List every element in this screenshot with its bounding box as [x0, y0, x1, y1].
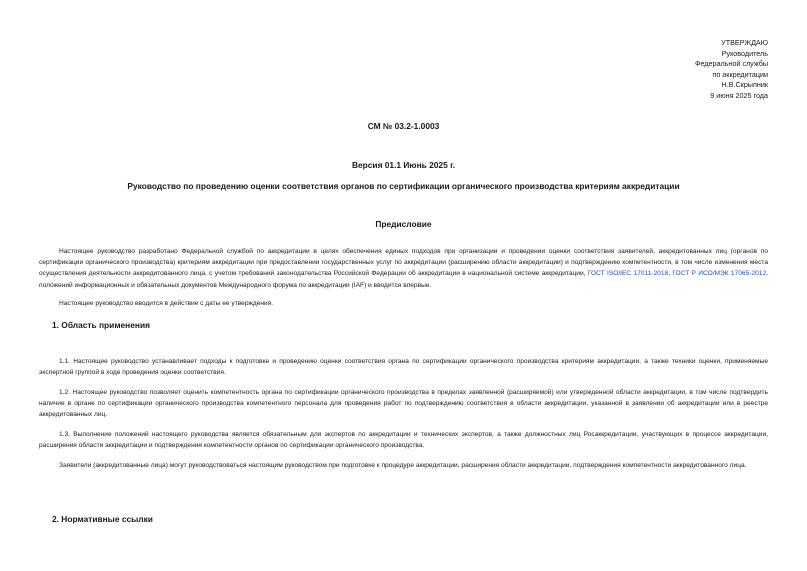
- paragraph-1-2: 1.2. Настоящее руководство позволяет оценить компетентность органа по сертификации органического производства в пределах заявленной (расширяемой) или утвержденной области аккредитации, в том числе подтвердить наличие в органе по сертификации органического производства компетентного персонала для проведения работ по подтверждению соответствия в области аккредитации, указанной в заявлении об аккредитации или в реестре аккредитованных лиц.: [39, 389, 768, 419]
- preface-paragraph: [39, 246, 768, 291]
- approval-line: Н.В.Скрыпник: [721, 80, 768, 89]
- preface-effective-paragraph: Настоящее руководство вводится в действие с даты ее утверждения.: [59, 300, 274, 307]
- approval-block: [695, 38, 768, 101]
- gost-17011-link[interactable]: ГОСТ ISO/IEC 17011-2018: [587, 270, 669, 278]
- section-2-heading: 2. Нормативные ссылки: [52, 514, 153, 524]
- preface-text: Настоящее руководство разработано Федеральной службой по аккредитации в целях обеспечения единых подходов при организации и проведении оценки соответствия заявителей, аккредитованных лиц (органов по сертификации органического производства) критериям аккредитации при предоставлении государственных услуг по аккредитации (расширению области аккредитации) и подтверждению компетентности, в том числе изменения места осуществления деятельности аккредитованного лица, с учетом требований законодательства Российской Федерации об аккредитации в национальной системе аккредитации,: [39, 248, 768, 278]
- approval-line: Федеральной службы: [694, 59, 768, 68]
- document-title: Руководство по проведению оценки соответствия органов по сертификации органического производства критериям аккредитации: [127, 181, 680, 191]
- approval-line: УТВЕРЖДАЮ: [721, 38, 768, 47]
- gost-17065-link[interactable]: ГОСТ Р ИСО/МЭК 17065-2012: [672, 270, 767, 278]
- approval-date: 9 июня 2025 года: [710, 90, 768, 100]
- preface-text-tail: , положений информационных и обязательных документов Международного форума по аккредитации (IAF) и вводится впервые.: [39, 270, 768, 289]
- approval-line: Руководитель: [721, 48, 768, 58]
- preface-heading: Предисловие: [375, 219, 432, 229]
- document-version: Версия 01.1 Июнь 2025 г.: [351, 160, 456, 170]
- link-separator: ,: [668, 270, 671, 278]
- document-number: СМ № 03.2-1.0003: [367, 121, 440, 131]
- section-1-heading: 1. Область применения: [52, 320, 150, 330]
- paragraph-applicants: Заявители (аккредитованные лица) могут руководствоваться настоящим руководством при подготовке к процедуре аккредитации, расширения области аккредитации, подтверждения компетентности аккредитованного лица.: [59, 462, 747, 469]
- paragraph-1-3: 1.3. Выполнение положений настоящего руководства является обязательным для экспертов по аккредитации и технических экспертов, а также должностных лиц Росаккредитации, участвующих в процессе аккредитации, расширения области аккредитации и подтверждения компетентности органов по сертификации органического производства.: [39, 431, 768, 450]
- paragraph-1-1: 1.1. Настоящее руководство устанавливает подходы к подготовке и проведению оценки соответствия органа по сертификации органического производства критериям аккредитации, а также техники оценки, применяемые экспертной группой в ходе проведения оценки соответствия.: [39, 358, 768, 377]
- approval-line: по аккредитации: [712, 69, 768, 79]
